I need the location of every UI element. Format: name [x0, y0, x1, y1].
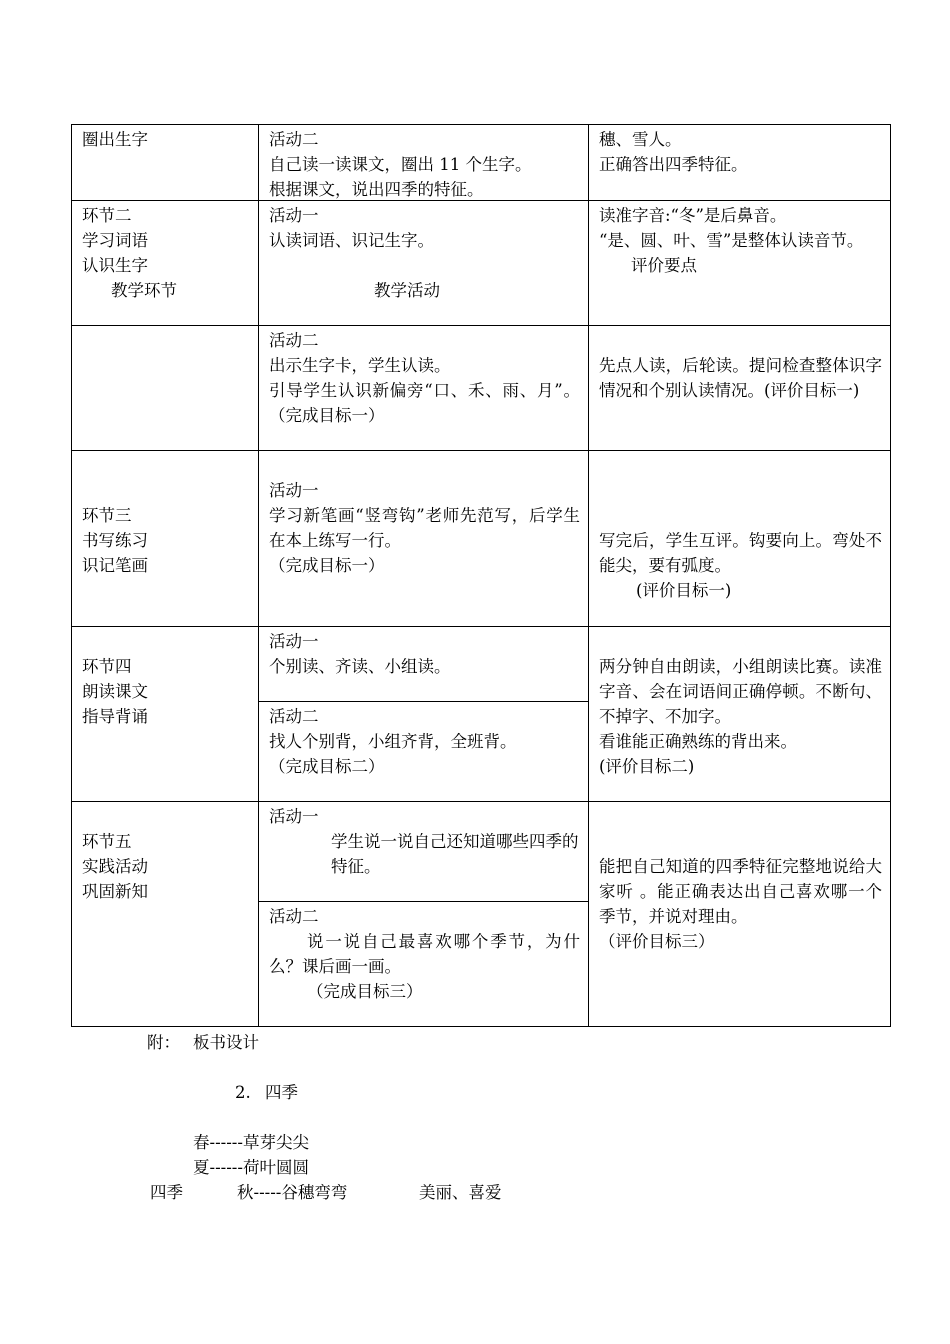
evaluation-text: 两分钟自由朗读，小组朗读比赛。读准字音、会在词语间正确停顿。不断句、不掉字、不加字。	[599, 657, 882, 726]
activity-text: （完成目标二）	[269, 757, 385, 776]
board-line-autumn: 秋-----谷穗弯弯	[237, 1183, 348, 1202]
stage-cell	[71, 325, 259, 451]
activity-label: 活动二	[269, 707, 319, 726]
activity-text: 学习新笔画“竖弯钩”老师先范写，后学生在本上练写一行。	[269, 506, 580, 550]
evaluation-text: 正确答出四季特征。	[599, 155, 748, 174]
activity-text: 个别读、齐读、小组读。	[269, 657, 451, 676]
activity-cell	[258, 801, 589, 902]
lesson-title: 四季	[265, 1083, 298, 1102]
activity-text: 找人个别背，小组齐背，全班背。	[269, 732, 517, 751]
board-design-title: 板书设计	[193, 1033, 259, 1052]
evaluation-text: 先点人读，后轮读。提问检查整体识字情况和个别认读情况。(评价目标一)	[599, 356, 882, 400]
activity-text: 根据课文，说出四季的特征。	[269, 180, 484, 199]
stage-text: 环节四	[82, 657, 132, 676]
activity-text: 说一说自己最喜欢哪个季节，为什么？课后画一画。	[269, 932, 580, 976]
activity-cell	[258, 200, 589, 326]
activity-text: （完成目标一）	[269, 556, 385, 575]
stage-cell	[71, 626, 259, 802]
evaluation-text: (评价目标一)	[636, 581, 732, 600]
attach-label: 附：	[147, 1033, 180, 1052]
activity-text: 出示生字卡，学生认读。	[269, 356, 451, 375]
activity-cell	[258, 626, 589, 702]
evaluation-text: （评价目标三）	[599, 932, 715, 951]
activity-label: 活动二	[269, 331, 319, 350]
activity-label: 活动一	[269, 632, 319, 651]
lesson-number: 2.	[235, 1083, 251, 1102]
stage-text: 环节五	[82, 832, 132, 851]
stage-text: 实践活动	[82, 857, 148, 876]
activity-text: 自己读一读课文，圈出 11 个生字。	[269, 155, 532, 174]
activity-label: 活动一	[269, 807, 319, 826]
activity-text: 认读词语、识记生字。	[269, 231, 434, 250]
evaluation-cell	[588, 801, 891, 1027]
lesson-plan-table	[71, 124, 891, 1027]
evaluation-cell	[588, 200, 891, 326]
evaluation-text: 能把自己知道的四季特征完整地说给大家听 。能正确表达出自己喜欢哪一个季节，并说对理由。	[599, 857, 882, 926]
column-header-stage: 教学环节	[111, 281, 177, 300]
activity-text: （完成目标三）	[307, 982, 423, 1001]
evaluation-text: 看谁能正确熟练的背出来。	[599, 732, 797, 751]
stage-cell	[71, 200, 259, 326]
column-header-activity: 教学活动	[374, 281, 440, 300]
stage-text: 朗读课文	[82, 682, 148, 701]
activity-label: 活动二	[269, 130, 319, 149]
stage-cell	[71, 450, 259, 627]
activity-cell	[258, 901, 589, 1027]
activity-label: 活动一	[269, 206, 319, 225]
stage-text: 书写练习	[82, 531, 148, 550]
stage-text: 环节二	[82, 206, 132, 225]
stage-text: 环节三	[82, 506, 132, 525]
evaluation-text: 穗、雪人。	[599, 130, 682, 149]
activity-cell	[258, 124, 589, 201]
evaluation-cell	[588, 626, 891, 802]
evaluation-cell	[588, 325, 891, 451]
evaluation-cell	[588, 450, 891, 627]
activity-label: 活动二	[269, 907, 319, 926]
evaluation-text: 读准字音:“冬”是后鼻音。	[599, 206, 787, 225]
stage-text: 圈出生字	[82, 130, 148, 149]
board-line-spring: 春------草芽尖尖	[193, 1133, 309, 1152]
stage-cell	[71, 124, 259, 201]
activity-cell	[258, 701, 589, 802]
stage-text: 巩固新知	[82, 882, 148, 901]
board-right-words: 美丽、喜爱	[419, 1183, 502, 1202]
stage-cell	[71, 801, 259, 1027]
evaluation-text: 写完后，学生互评。钩要向上。弯处不能尖，要有弧度。	[599, 531, 882, 575]
evaluation-text: “是、圆、叶、雪”是整体认读音节。	[599, 231, 864, 250]
stage-text: 指导背诵	[82, 707, 148, 726]
evaluation-cell	[588, 124, 891, 201]
activity-label: 活动一	[269, 481, 319, 500]
evaluation-text: (评价目标二)	[599, 757, 695, 776]
stage-text: 学习词语	[82, 231, 148, 250]
board-line-summer: 夏------荷叶圆圆	[193, 1158, 309, 1177]
activity-cell	[258, 450, 589, 627]
column-header-evaluation: 评价要点	[631, 256, 697, 275]
activity-cell	[258, 325, 589, 451]
activity-text: 引导学生认识新偏旁“口、禾、雨、月”。（完成目标一）	[269, 381, 580, 425]
stage-text: 识记笔画	[82, 556, 148, 575]
activity-text: 学生说一说自己还知道哪些四季的特征。	[331, 832, 579, 876]
board-left-title: 四季	[150, 1183, 183, 1202]
stage-text: 认识生字	[82, 256, 148, 275]
